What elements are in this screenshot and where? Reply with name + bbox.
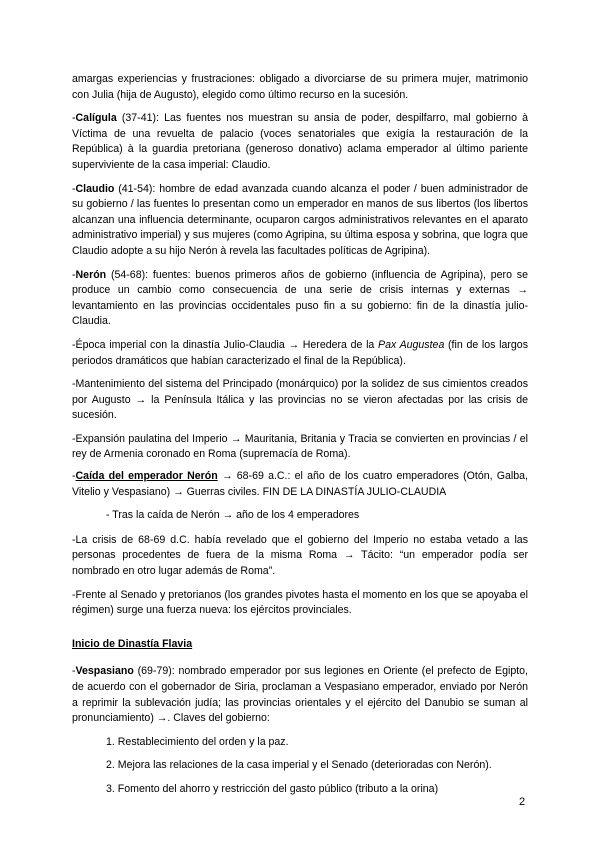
claudio-name: Claudio (75, 182, 115, 195)
dash: - (72, 112, 76, 125)
paragraph-frente: -Frente al Senado y pretorianos (los grandes pivotes hasta el momento en los que se apoyaba el régimen) surge una fuerza nueva: los ejércitos provinciales. (72, 588, 528, 617)
vespasiano-name: Vespasiano (75, 665, 134, 678)
pax-augustea: Pax Augustea (378, 338, 445, 351)
paragraph-caligula (72, 111, 528, 173)
dash: - (72, 665, 76, 678)
neron-text: (54-68): fuentes: buenos primeros años de gobierno (influencia de Agripina), pero se produce un cambio como consecuencia de una serie de crisis internas y externas → levantamiento en las provincias occidentales puso fin a su gobierno: fin de la dinastía julio-Claudia. (72, 268, 528, 328)
epoca-after: (fin de los largos periodos dramáticos que habían caracterizado el final de la República). (72, 338, 528, 367)
paragraph-intro: amargas experiencias y frustraciones: obligado a divorciarse de su primera mujer, matrimonio con Julia (hija de Augusto), elegido como último recurso en la sucesión. (72, 73, 528, 101)
dash: - (72, 470, 76, 483)
list-item: 2. Mejora las relaciones de la casa imperial y el Senado (deterioradas con Nerón). (106, 759, 492, 772)
list-item: 3. Fomento del ahorro y restricción del gasto público (tributo a la orina) (106, 782, 439, 795)
claudio-text: (41-54): hombre de edad avanzada cuando alcanza el poder / buen administrador de su gobierno / las fuentes lo presentan como un emperador en manos de sus libertos (los libertos alcanzan una influencia determinante, ocuparon cargos administrativos relevantes en el aparato administrativo imperial) y sus mujeres (como Agripina, su última esposa y sobrina, que logra que Claudio adopte a su hijo Nerón à revela las facultades políticas de Agripina). (72, 182, 528, 257)
caida-text: → 68-69 a.C.: el año de los cuatro emperadores (Otón, Galba, Vitelio y Vespasiano) → Guerras civiles. FIN DE LA DINASTÍA JULIO-CLAUDIA (72, 470, 528, 498)
paragraph-caida (72, 469, 528, 500)
paragraph-vespasiano (72, 664, 528, 726)
section-heading: Inicio de Dinastía Flavia (72, 637, 193, 650)
dash: - (72, 182, 76, 195)
paragraph-neron (72, 268, 528, 330)
vespasiano-text: (69-79): nombrado emperador por sus legiones en Oriente (el prefecto de Egipto, de acuerdo con el gobernador de Siria, proclaman a Vespasiano emperador, enviado por Nerón a reprimir la sublevación judía; las provincias orientales y el ejército del Danubio se suman al pronunciamiento) →. Claves del gobierno: (72, 665, 528, 725)
document-body (72, 72, 528, 806)
paragraph-claudio (72, 182, 528, 260)
caida-title: Caída del emperador Nerón (75, 470, 218, 483)
list-item: 1. Restablecimiento del orden y la paz. (106, 735, 289, 748)
sub-item: - Tras la caída de Nerón → año de los 4 emperadores (106, 509, 360, 522)
caligula-name: Calígula (75, 112, 117, 125)
dash: - (72, 268, 76, 281)
page-number: 2 (519, 796, 526, 808)
paragraph-crisis: -La crisis de 68-69 d.C. había revelado que el gobierno del Imperio no estaba vetado a las personas procedentes de fuera de la misma Roma → Tácito: “un emperador podía ser nombrado en otro lugar además de Roma”. (72, 533, 528, 578)
paragraph-expansion: -Expansión paulatina del Imperio → Mauritania, Britania y Tracia se convierten en provincias / el rey de Armenia coronado en Roma (supremacía de Roma). (72, 432, 528, 461)
neron-name: Nerón (75, 268, 107, 281)
paragraph-mantenimiento: -Mantenimiento del sistema del Principado (monárquico) por la solidez de sus cimientos creados por Augusto → la Península Itálica y las provincias no se vieron afectadas por las crisis de sucesión. (72, 378, 528, 422)
keys-list (72, 735, 528, 798)
caligula-text: (37-41): Las fuentes nos muestran su ansia de poder, despilfarro, mal gobierno à Víctima de una revuelta de palacio (voces senatoriales que exigía la restauración de la República) à la guardia pretoriana (generoso donativo) aclama emperador al último pariente superviviente de la casa imperial: Claudio. (72, 112, 528, 171)
epoca-before: -Época imperial con la dinastía Julio-Claudia → Heredera de la (72, 338, 379, 351)
paragraph-epoca (72, 338, 528, 369)
